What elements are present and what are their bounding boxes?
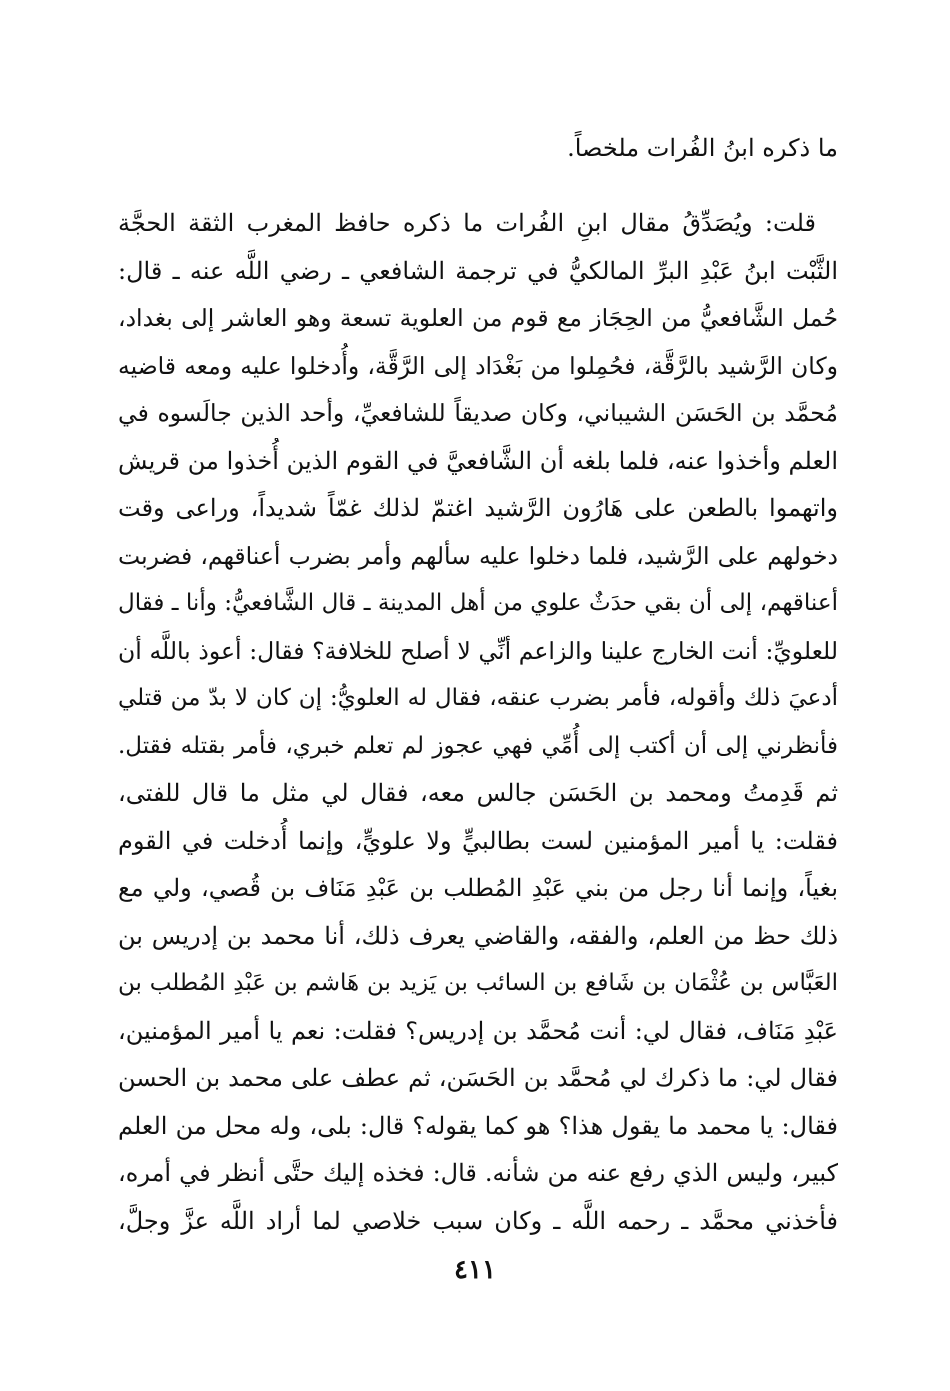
text-line: العَبَّاس بن عُثْمَان بن شَافع بن السائب بن يَزيد بن هَاشم بن عَبْدِ المُطلب بن bbox=[118, 970, 838, 996]
text-line: حُمل الشَّافعيُّ من الحِجَاز مع قوم من العلوية تسعة وهو العاشر إلى بغداد، bbox=[118, 304, 838, 332]
text-line: بغياً، وإنما أنا رجل من بني عَبْدِ المُطلب بن عَبْدِ مَنَاف بن قُصي، ولي مع bbox=[118, 874, 838, 902]
text-line: ذلك حظ من العلم، والفقه، والقاضي يعرف ذلك، أنا محمد بن إدريس بن bbox=[118, 921, 838, 950]
text-line: فقال: يا محمد ما يقول هذا؟ هو كما يقوله؟ قال: بلى، وله محل من العلم bbox=[118, 1111, 838, 1140]
text-line: أعناقهم، إلى أن بقي حدَثٌ علوي من أهل المدينة ـ قال الشَّافعيُّ: وأنا ـ فقال bbox=[118, 590, 838, 616]
text-line: الثَّبْت ابنُ عَبْدِ البرِّ المالكيُّ في ترجمة الشافعي ـ رضي اللَّه عنه ـ قال: bbox=[118, 256, 838, 285]
text-line: فقلت: يا أمير المؤمنين لست بطالبيٍّ ولا علويٍّ، وإنما أُدخلت في القوم bbox=[118, 826, 838, 855]
intro-line: ما ذكره ابنُ الفُرات ملخصاً. bbox=[567, 134, 838, 162]
text-line: دخولهم على الرَّشيد، فلما دخلوا عليه سألهم وأمر بضرب أعناقهم، فضربت bbox=[118, 541, 838, 570]
text-line: قلت: ويُصَدِّقُ مقال ابنِ الفُرات ما ذكره حافظ المغرب الثقة الحجَّة bbox=[118, 209, 816, 237]
text-line: ثم قَدِمتُ ومحمد بن الحَسَن جالس معه، فقال لي مثل ما قال للفتى، bbox=[118, 779, 838, 807]
text-line: العلم وأخذوا عنه، فلما بلغه أن الشَّافعيَّ في القوم الذين أُخذوا من قريش bbox=[118, 446, 838, 475]
text-line: للعلويِّ: أنت الخارج علينا والزاعم أنِّي لا أصلح للخلافة؟ فقال: أعوذ باللَّه أن bbox=[118, 636, 838, 665]
text-line: وكان الرَّشيد بالرَّقَّة، فحُمِلوا من بَغْدَاد إلى الرَّقَّة، وأُدخلوا عليه ومعه قاضيه bbox=[118, 351, 838, 380]
text-line: مُحمَّد بن الحَسَن الشيباني، وكان صديقاً للشافعيِّ، وأحد الذين جالَسوه في bbox=[118, 399, 838, 427]
text-line: فأنظرني إلى أن أكتب إلى أُمِّي فهي عجوز لم تعلم خبري، فأمر بقتله فقتل. bbox=[118, 732, 838, 759]
text-line: فقال لي: ما ذكرك لي مُحمَّد بن الحَسَن، ثم عطف على محمد بن الحسن bbox=[118, 1064, 838, 1092]
main-paragraph bbox=[118, 200, 838, 1245]
text-line: فأخذني محمَّد ـ رحمه اللَّه ـ وكان سبب خلاصي لما أراد اللَّه عزَّ وجلَّ، bbox=[118, 1206, 838, 1235]
text-line: أدعيَ ذلك وأقوله، فأمر بضرب عنقه، فقال له العلويُّ: إن كان لا بدّ من قتلي bbox=[118, 685, 838, 711]
text-line: واتهموا بالطعن على هَارُون الرَّشيد اغتمّ لذلك غمّاً شديداً، وراعى وقت bbox=[118, 494, 838, 522]
text-line: عَبْدِ مَنَاف، فقال لي: أنت مُحمَّد بن إدريس؟ فقلت: نعم يا أمير المؤمنين، bbox=[118, 1016, 838, 1045]
text-line: كبير، وليس الذي رفع عنه من شأنه. قال: فخذه إليك حتَّى أنظر في أمره، bbox=[118, 1159, 838, 1187]
page-number: ٤١١ bbox=[454, 1255, 496, 1285]
